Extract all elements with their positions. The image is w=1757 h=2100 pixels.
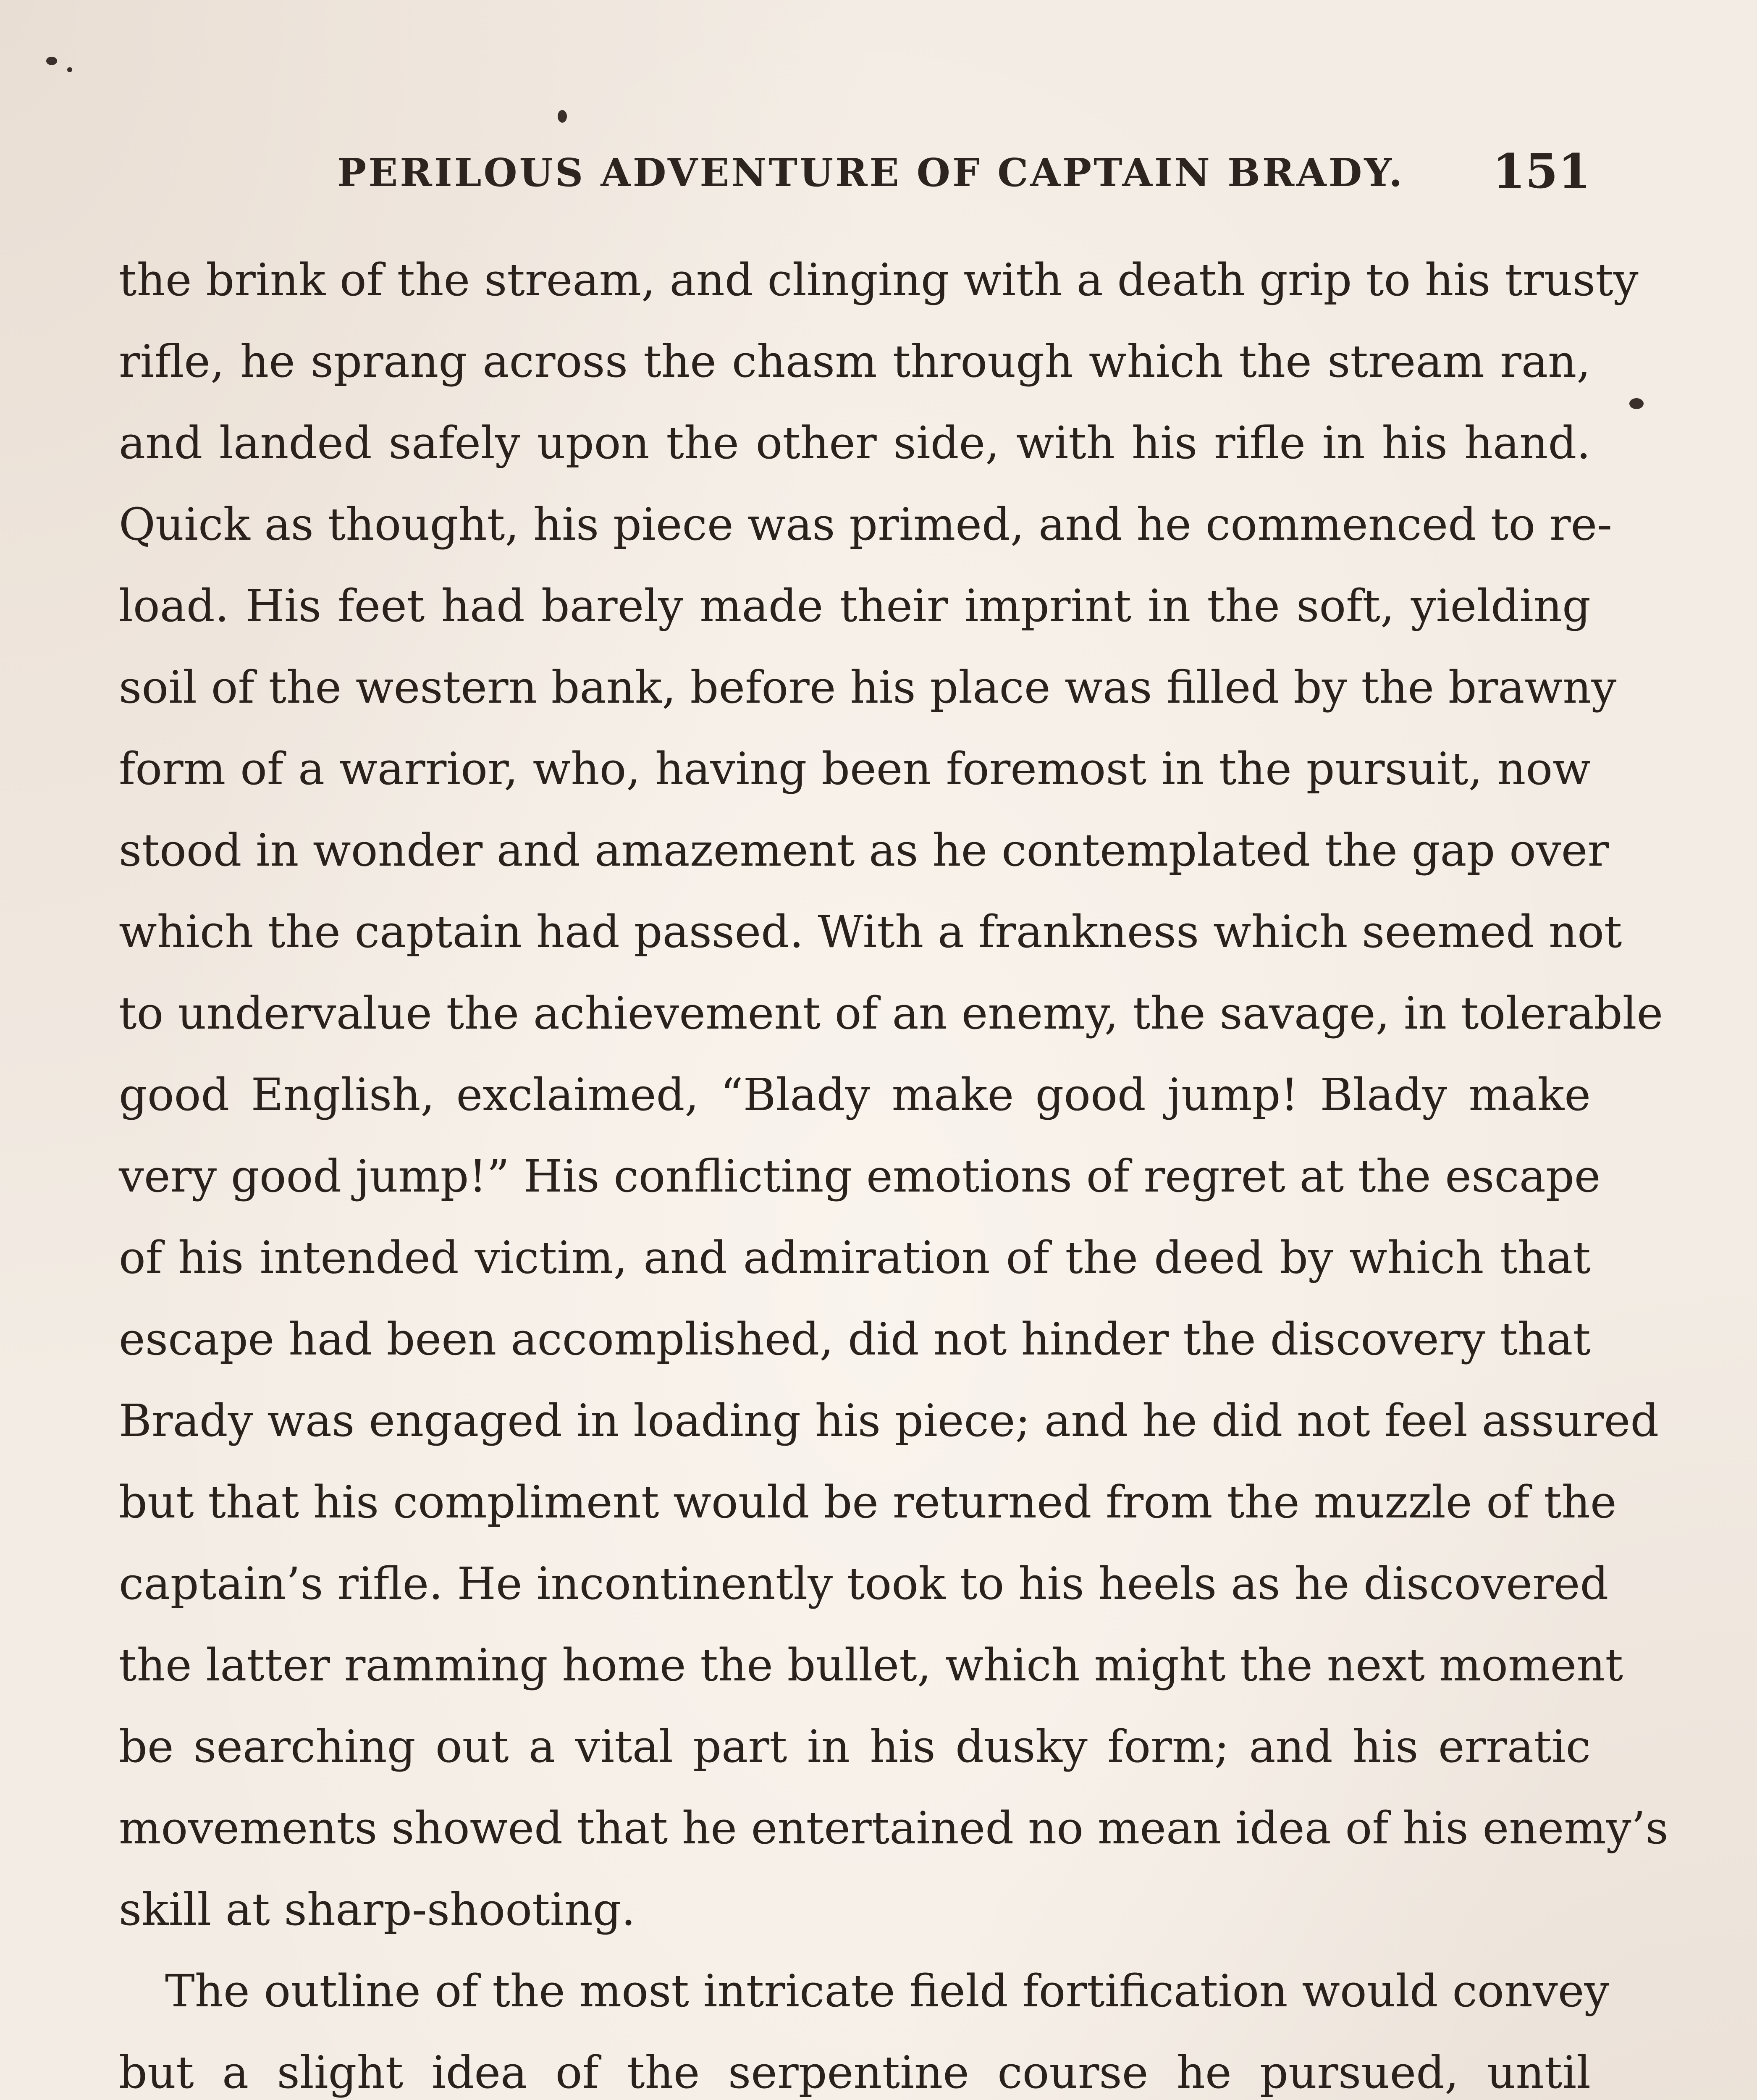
text-line: very good jump!” His conflicting emotions of regret at the escape: [119, 1150, 1601, 1202]
body-text: [119, 239, 1668, 2100]
text-line: load. His feet had barely made their imprint in the soft, yielding: [119, 580, 1591, 632]
text-line: captain’s rifle. He incontinently took to his heels as he discovered: [119, 1558, 1609, 1609]
page-number: 151: [1492, 144, 1591, 199]
text-line: movements showed that he entertained no mean idea of his enemy’s: [119, 1802, 1668, 1854]
paragraph-1: [119, 239, 1668, 1950]
ink-speck: [67, 67, 72, 72]
running-head: [119, 141, 1591, 208]
text-line: of his intended victim, and admiration of the deed by which that: [119, 1232, 1591, 1284]
text-line: Quick as thought, his piece was primed, and he commenced to re-: [119, 499, 1613, 550]
text-line: The outline of the most intricate field fortification would convey: [165, 1965, 1610, 2017]
ink-speck: [46, 57, 57, 65]
ink-speck: [558, 110, 567, 123]
text-line: form of a warrior, who, having been foremost in the pursuit, now: [119, 743, 1591, 795]
text-line: but that his compliment would be returned from the muzzle of the: [119, 1476, 1617, 1528]
running-title: PERILOUS ADVENTURE OF CAPTAIN BRADY.: [337, 150, 1405, 195]
text-line: but a slight idea of the serpentine course he pursued, until: [119, 2047, 1591, 2098]
text-line: and landed safely upon the other side, with his rifle in his hand.: [119, 417, 1591, 469]
text-line: stood in wonder and amazement as he contemplated the gap over: [119, 824, 1609, 876]
text-line: rifle, he sprang across the chasm through which the stream ran,: [119, 336, 1591, 387]
text-line: to undervalue the achievement of an enemy, the savage, in tolerable: [119, 987, 1663, 1039]
text-line: be searching out a vital part in his dusky form; and his erratic: [119, 1721, 1591, 1772]
text-line: escape had been accomplished, did not hinder the discovery that: [119, 1313, 1591, 1365]
text-line: Brady was engaged in loading his piece; and he did not feel assured: [119, 1395, 1659, 1446]
text-line: the brink of the stream, and clinging with a death grip to his trusty: [119, 254, 1639, 306]
text-line: skill at sharp-shooting.: [119, 1884, 636, 1935]
text-line: soil of the western bank, before his place was filled by the brawny: [119, 662, 1617, 713]
ink-speck: [1629, 398, 1644, 409]
paragraph-2: [119, 1950, 1610, 2100]
text-line: the latter ramming home the bullet, which might the next moment: [119, 1639, 1623, 1691]
text-line: which the captain had passed. With a frankness which seemed not: [119, 906, 1622, 958]
text-line: good English, exclaimed, “Blady make good jump! Blady make: [119, 1069, 1591, 1121]
